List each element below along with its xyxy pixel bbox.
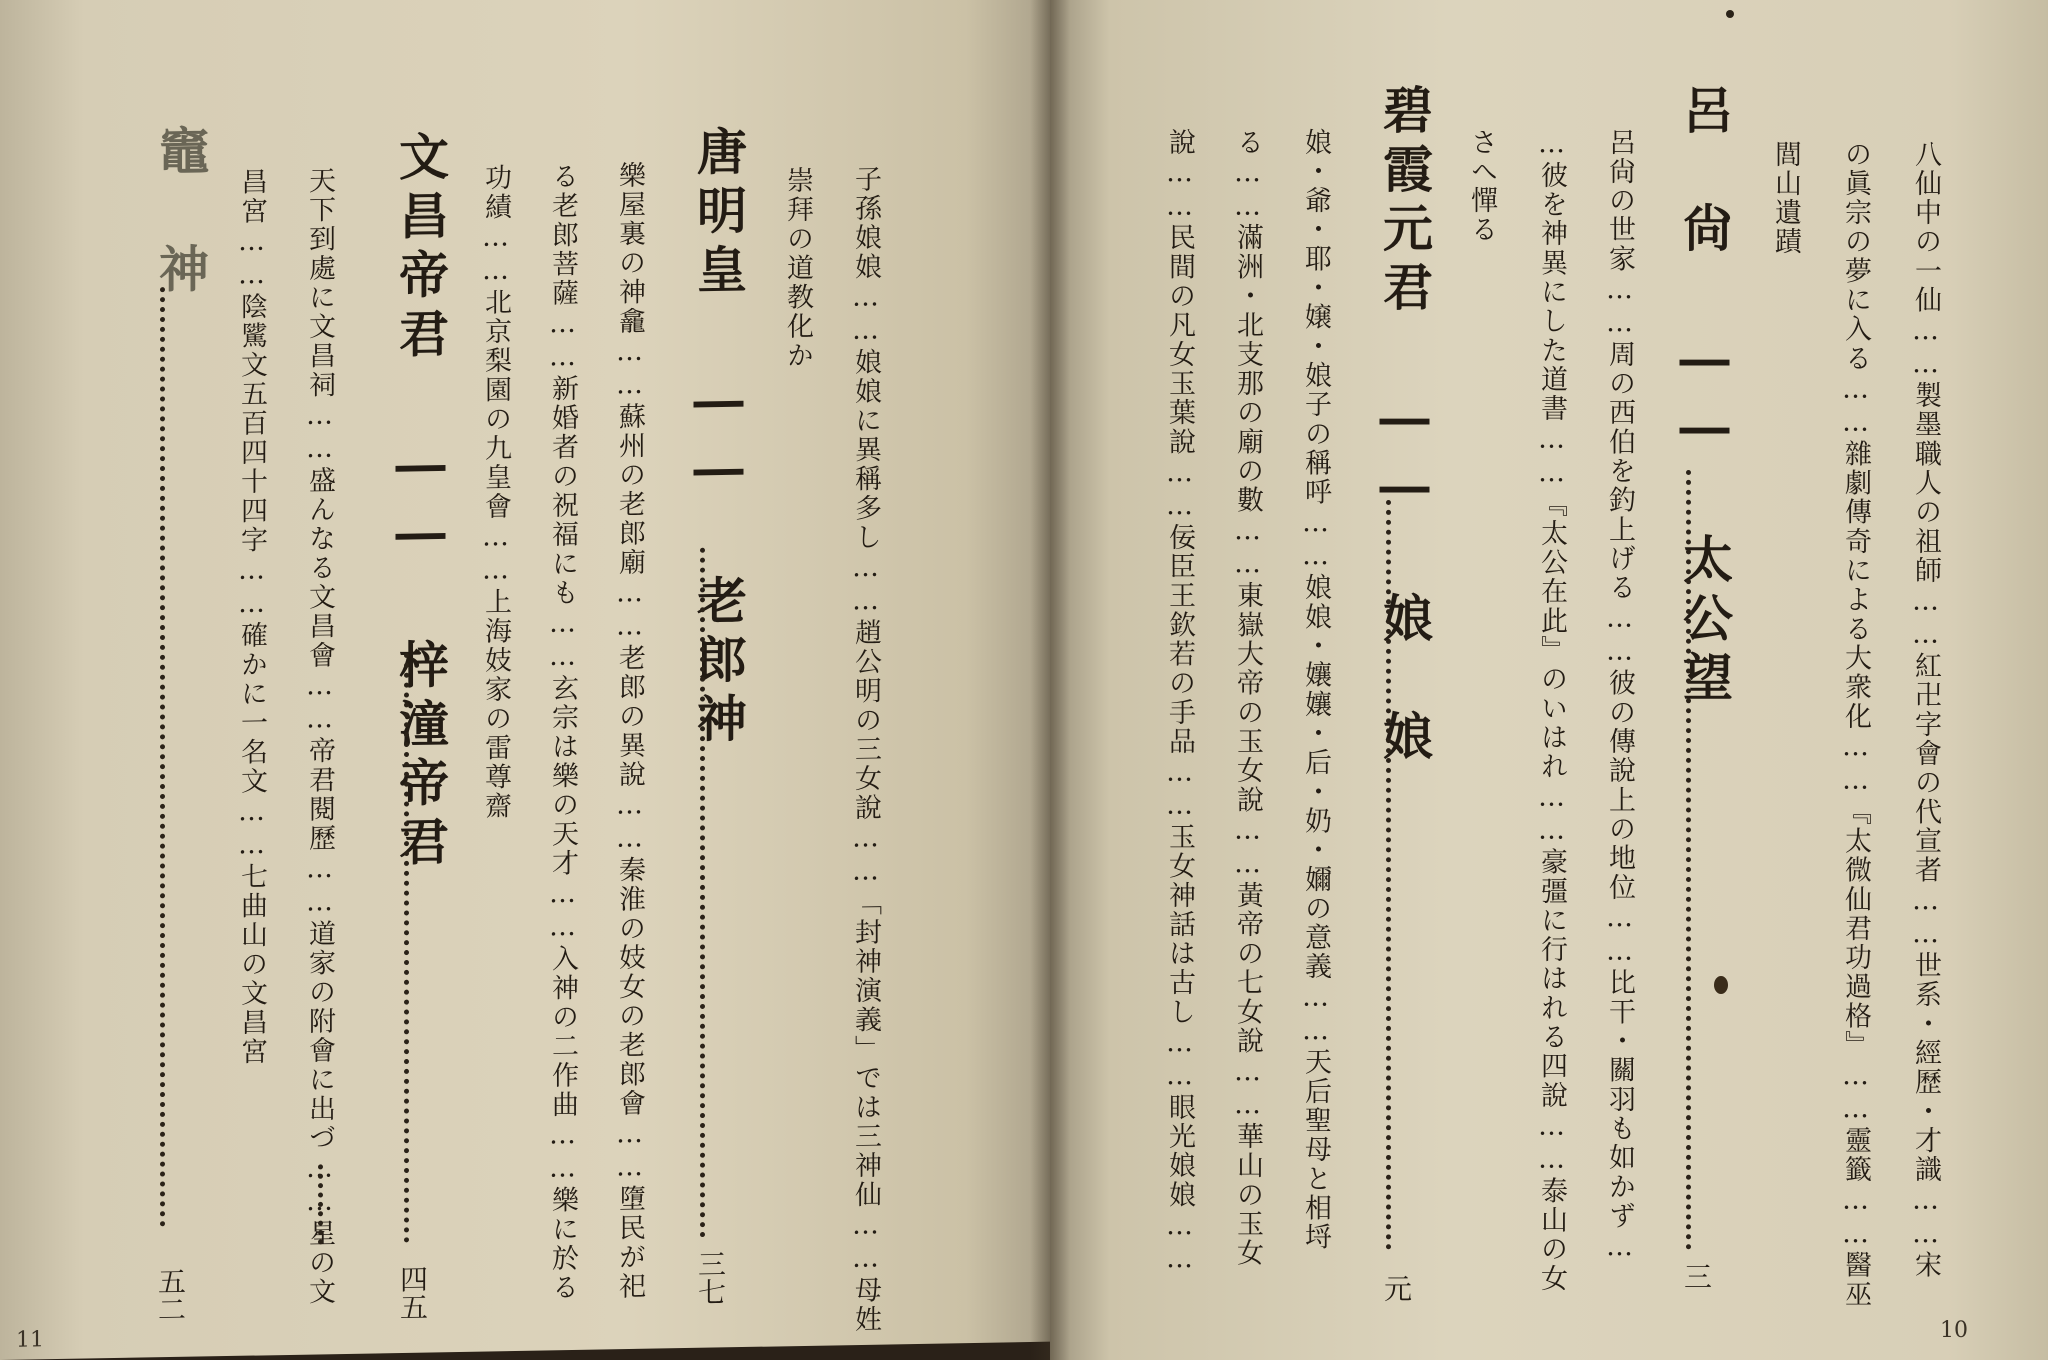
leader-dots bbox=[700, 548, 705, 1238]
entry-line: 娘・爺・耶・嬢・娘子の稱呼……娘娘・孃孃・后・奶・嬭の意義……天后聖母と相埒 bbox=[1300, 128, 1331, 1253]
ink-dot bbox=[1726, 10, 1734, 18]
entry-line: る……滿洲・北支那の廟の數……東嶽大帝の玉女說……黃帝の七女說……華山の玉女 bbox=[1232, 128, 1263, 1269]
entry-line: 樂屋裏の神龕……蘇州の老郎廟……老郎の異說……秦淮の妓女の老郎會……墮民が祀 bbox=[614, 160, 645, 1302]
leader-dots bbox=[1686, 470, 1691, 1250]
page-number: 元 bbox=[1380, 1274, 1413, 1302]
right-page bbox=[1050, 0, 2048, 1360]
entry-line: …彼を神異にした道書……『太公在此』のいはれ……豪彊に行はれる四說……泰山の女 bbox=[1536, 128, 1567, 1294]
heading-zao: 竈 神 bbox=[151, 124, 210, 303]
ink-blot bbox=[1714, 976, 1728, 994]
entry-line: 說……民間の凡女玉葉說……佞臣王欽若の手品……玉女神話は古し……眼光娘娘…… bbox=[1164, 128, 1195, 1277]
entry-line: 天下到處に文昌祠……盛んなる文昌會……帝君閱歷……道家の附會に出づ……星の文 bbox=[304, 166, 335, 1307]
page-number: 三七 bbox=[694, 1249, 727, 1306]
entry-line: 呂尙の世家……周の西伯を釣上げる……彼の傳說上の地位……比干・關羽も如かず… bbox=[1604, 128, 1635, 1265]
leader-dots bbox=[318, 1164, 323, 1244]
entry-line: 崇拜の道教化か bbox=[782, 165, 813, 371]
leader-dots bbox=[160, 287, 165, 1227]
entry-line: る老郎菩薩……新婚者の祝福にも……玄宗は樂の天才……入神の二作曲……樂に於る bbox=[547, 161, 578, 1303]
book-gutter bbox=[1030, 0, 1070, 1360]
page-number: 四五 bbox=[396, 1264, 429, 1322]
heading-bixia: 碧霞元君 ―― 娘 娘 bbox=[1375, 84, 1434, 769]
heading-wenchang: 文昌帝君 ―― 梓潼帝君 bbox=[391, 130, 450, 876]
page-folio: 11 bbox=[16, 1327, 44, 1353]
entry-line: 閭山遺蹟 bbox=[1770, 140, 1801, 257]
entry-line: 八仙中の一仙……製墨職人の祖師……紅卍字會の代宣者……世系・經歷・才識……宋 bbox=[1910, 140, 1941, 1281]
page-folio: 10 bbox=[1940, 1318, 1968, 1343]
leader-dots bbox=[1386, 500, 1391, 1250]
page-number: 三 bbox=[1680, 1262, 1713, 1290]
entry-line: の眞宗の夢に入る……雜劇傳奇による大衆化……『太微仙君功過格』……靈籤……醫巫 bbox=[1840, 140, 1871, 1310]
entry-line: 子孫娘娘……娘娘に異稱多し……趙公明の三女說……「封神演義」では三神仙……母姓 bbox=[850, 164, 881, 1335]
heading-lu-shang: 呂 尙 ―― 太公望 bbox=[1675, 84, 1734, 710]
heading-tang: 唐明皇 ―― 老郎神 bbox=[689, 124, 748, 752]
leader-dots bbox=[404, 653, 409, 1243]
entry-line: さへ憚る bbox=[1466, 128, 1497, 245]
page-number: 五二 bbox=[154, 1266, 187, 1324]
entry-line: 功績……北京梨園の九皇會……上海妓家の雷尊齋 bbox=[480, 163, 511, 822]
entry-line: 昌宮……陰騭文五百四十四字……確かに一名文……七曲山の文昌宮 bbox=[236, 167, 267, 1067]
